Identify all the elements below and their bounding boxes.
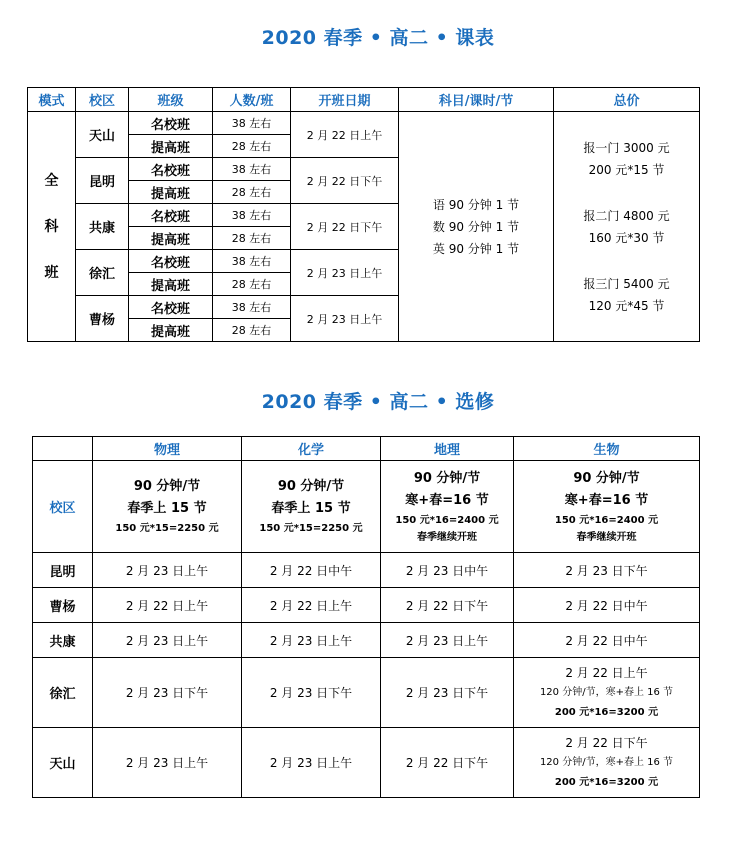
subject-biology: 生物 [514,437,700,461]
elective-title: 2020 春季 • 高二 • 选修 [261,391,495,413]
class-name: 名校班 [129,296,213,319]
class-size: 38 左右 [213,250,291,273]
start-date: 2 月 22 日下午 [291,204,399,250]
header-mode: 模式 [28,88,76,112]
class-size: 28 左右 [213,319,291,342]
campus-name: 徐汇 [76,250,129,296]
start-date: 2 月 22 日下午 [291,158,399,204]
start-date: 2 月 22 日上午 [291,112,399,158]
campus-name: 共康 [76,204,129,250]
course-info: 90 分钟/节 春季上 15 节 150 元*15=2250 元 [93,461,242,553]
table-row: 昆明 2 月 23 日上午 2 月 22 日中午 2 月 23 日中午 2 月 23 日下午 [33,553,700,588]
header-start-date: 开班日期 [291,88,399,112]
start-date: 2 月 23 日上午 [291,296,399,342]
schedule-title: 2020 春季 • 高二 • 课表 [261,27,495,49]
campus-name: 曹杨 [33,588,93,623]
course-info: 90 分钟/节 寒+春=16 节 150 元*16=2400 元 春季继续开班 [381,461,514,553]
table-row: 徐汇 2 月 23 日下午 2 月 23 日下午 2 月 23 日下午 2 月 22 日上午 120 分钟/节，寒+春上 16 节 200 元*16=3200 元 [33,658,700,728]
class-size: 38 左右 [213,112,291,135]
header-size: 人数/班 [213,88,291,112]
start-date: 2 月 23 日上午 [291,250,399,296]
campus-name: 天山 [76,112,129,158]
elective-header-row [33,437,700,461]
class-size: 28 左右 [213,135,291,158]
schedule-table [27,87,700,342]
class-name: 名校班 [129,204,213,227]
table-row: 共康 2 月 23 日上午 2 月 23 日上午 2 月 23 日上午 2 月 22 日中午 [33,623,700,658]
elective-info-row [33,461,700,553]
subject-geography: 地理 [381,437,514,461]
class-size: 28 左右 [213,181,291,204]
subjects-cell: 语 90 分钟 1 节 数 90 分钟 1 节 英 90 分钟 1 节 [399,112,554,342]
class-name: 名校班 [129,112,213,135]
elective-table [32,436,700,798]
course-info: 90 分钟/节 寒+春=16 节 150 元*16=2400 元 春季继续开班 [514,461,700,553]
header-class: 班级 [129,88,213,112]
class-name: 提高班 [129,181,213,204]
class-name: 名校班 [129,250,213,273]
header-subjects: 科目/课时/节 [399,88,554,112]
class-name: 提高班 [129,319,213,342]
subject-chemistry: 化学 [242,437,381,461]
campus-name: 曹杨 [76,296,129,342]
biology-cell: 2 月 22 日下午 120 分钟/节，寒+春上 16 节 200 元*16=3200 元 [514,728,700,798]
campus-name: 共康 [33,623,93,658]
price-cell: 报一门 3000 元 200 元*15 节 报二门 4800 元 160 元*30 节 报三门 5400 元 120 元*45 节 [554,112,700,342]
mode-cell: 全 科 班 [28,112,76,342]
class-size: 38 左右 [213,158,291,181]
subject-physics: 物理 [93,437,242,461]
class-size: 38 左右 [213,204,291,227]
corner-cell [33,437,93,461]
biology-cell: 2 月 22 日上午 120 分钟/节，寒+春上 16 节 200 元*16=3200 元 [514,658,700,728]
class-size: 28 左右 [213,273,291,296]
campus-header: 校区 [33,461,93,553]
table-row: 曹杨 2 月 22 日上午 2 月 22 日上午 2 月 22 日下午 2 月 22 日中午 [33,588,700,623]
table-row [28,112,700,135]
header-total-price: 总价 [554,88,700,112]
class-size: 38 左右 [213,296,291,319]
header-campus: 校区 [76,88,129,112]
schedule-header-row [28,88,700,112]
campus-name: 昆明 [33,553,93,588]
class-name: 提高班 [129,135,213,158]
table-row: 天山 2 月 23 日上午 2 月 23 日上午 2 月 22 日下午 2 月 22 日下午 120 分钟/节，寒+春上 16 节 200 元*16=3200 元 [33,728,700,798]
class-name: 提高班 [129,227,213,250]
class-name: 提高班 [129,273,213,296]
course-info: 90 分钟/节 春季上 15 节 150 元*15=2250 元 [242,461,381,553]
class-name: 名校班 [129,158,213,181]
campus-name: 天山 [33,728,93,798]
campus-name: 徐汇 [33,658,93,728]
campus-name: 昆明 [76,158,129,204]
class-size: 28 左右 [213,227,291,250]
